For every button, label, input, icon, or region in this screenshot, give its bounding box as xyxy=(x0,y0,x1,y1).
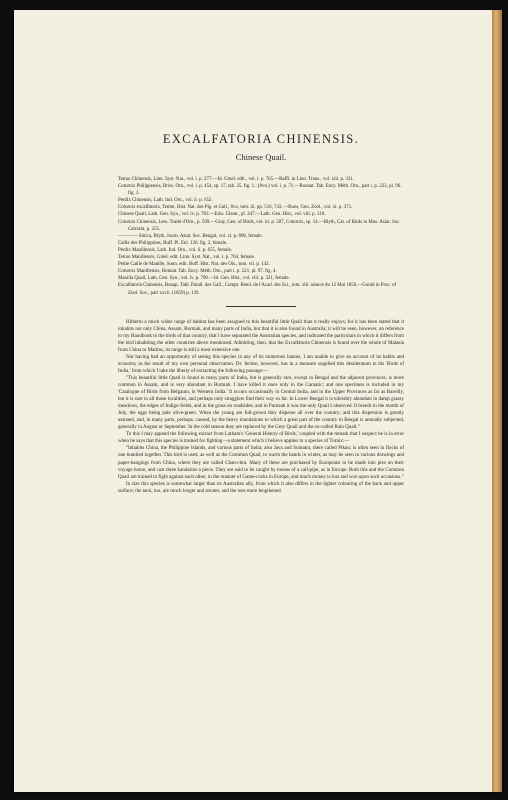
page-content xyxy=(118,132,404,495)
body-text xyxy=(118,319,404,495)
synonym-entry: Coturnix Chinensis, Less. Traité d'Orn., p. 509.—Gray, Gen. of Birds, vol. iii. p. 507, Coturnix, sp. 14.—Blyth, Cat. of Birds in Mus. Asiat. Soc. Calcutta, p. 255. xyxy=(118,219,401,232)
synonym-entry: Coturnix Philippensis, Briss. Orn., vol. i. p. 454, sp. 17, tab. 25. fig. 1.; (8vo.) vol. i. p. 71.—Bonnat. Tab. Ency. Méth. Orn., part i. p. 223, pl. 96. fig. 3. xyxy=(118,184,402,197)
body-paragraph: Hitherto a much wider range of habitat has been assigned to this beautiful little Quail than it really enjoys; for it has been stated that it inhabits not only China, Assam, Burmah, and many parts of India, but that it is also found in Australia; it will be seen, however, on reference to my Handbook to the birds of that country, that I have separated the Australian species, and indicated the particulars in which it differs from the bird inhabiting the other countries above mentioned. Admitting, then, that the Excalfatoria Chinensis is found over the whole of Malasia from China to Madras, its range is still a most extensive one. xyxy=(118,318,404,353)
synonym-entry: Coturnix excalfatoria, Temm. Hist. Nat. des Pig. et Gall., 8vo, tom. iii. pp. 516, 743.—Shaw, Gen. Zool., vol. xi. p. 371. xyxy=(118,205,353,211)
body-paragraph: "Inhabits China, the Philippine Islands, and various parts of India; also Java and Sumatra, there called Pikau; is often seen in flocks of one hundred together. This bird is used, as well as the Common Quail, to warm the hands in winter, as may be seen in various drawings and paper-hangings from China, where they are called Chan-chin. Many of these are purchased by Europeans to be made into pies on their voyage home, and cost three kandarins a piece. They are said to be caught by means of a call-pipe, as in Europe. Both this and the Common Quail are trained to fight against each other, in the manner of Game-cocks in Europe, and much money is lost and won upon such occasions." xyxy=(118,445,404,480)
gilt-page-edge xyxy=(492,10,502,792)
synonym-entry: Coturnix Manillensis, Bonnat. Tab. Ency. Méth. Orn., part i. p. 221, pl. 97. fig. 4. xyxy=(118,269,277,275)
body-paragraph: In size this species is somewhat larger than its Australian ally, from which it also differs in the lighter colouring of the back and upper surface; the tarsi, too, are much longer and stouter, and the toes more lengthened. xyxy=(118,480,404,494)
synonym-entry: Manilla Quail, Lath. Gen. Syn., vol. iv. p. 790.—Id. Gen. Hist., vol. viii. p. 321, female. xyxy=(118,276,290,282)
synonym-entry: Perdix Chinensis, Lath. Ind. Orn., vol. ii. p. 652. xyxy=(118,198,213,204)
book-page xyxy=(14,10,502,792)
synonym-entry: ———— Sinica, Blyth, Journ. Asiat. Soc. Bengal, vol. xi. p. 808, female. xyxy=(118,233,263,239)
section-divider xyxy=(226,306,296,307)
synonymy-list xyxy=(118,176,404,297)
page-title: EXCALFATORIA CHINENSIS. xyxy=(162,132,360,146)
synonym-entry: Caille des Philippines, Buff. Pl. Enl. 126. fig. 2, female. xyxy=(118,240,228,246)
synonym-entry: Tetrao Manillensis, Gmel. edit. Linn. Syst. Nat., vol. i. p. 764, female. xyxy=(118,255,255,261)
synonym-entry: Excalfatoria Chinensis, Bonap. Tabl. Parall. des Gall., Compt. Rend. de l'Acad. des Sci., tom. xlii. séance du 12 Mai 1856.—Gould in Proc. of Zool. Soc., part xxvii. (1859) p. 129. xyxy=(118,283,397,296)
synonym-entry: Perdix Manillensis, Lath. Ind. Orn., vol. ii. p. 655, female. xyxy=(118,247,232,253)
body-paragraph: To this I may append the following extract from Latham's 'General History of Birds,' coupled with the remark that I suspect he is in error when he says that this species is trained for fighting—a statement which I believe applies to a species of Turnix:— xyxy=(118,431,404,445)
synonym-entry: Petite Caille de Manille, Sonn. edit. Buff. Hist. Nat. des Ois., tom. vii. p. 142. xyxy=(118,262,270,268)
synonym-entry: Chinese Quail, Lath. Gen. Syn., vol. iv. p. 783.—Edw. Glean., pl. 247.—Lath. Gen. Hist., vol. viii. p. 318. xyxy=(118,212,326,218)
body-paragraph: Not having had an opportunity of seeing this species in any of its numerous haunts, I am unable to give an account of its habits and economy as the result of my own personal observation. Dr. Jerdon, however, has in a measure supplied this desideratum in his 'Birds of India,' from which I take the liberty of extracting the following passage:— xyxy=(118,353,404,374)
common-name: Chinese Quail. xyxy=(235,152,287,162)
body-paragraph: "This beautiful little Quail is found in many parts of India, but is generally rare, except in Bengal and the adjacent provinces, is more common in Assam, and is very abundant in Burmah. I have killed it once only in the Carnatic; and one specimen is included in my 'Catalogue of Birds from Belgaum, in Western India.' It occurs occasionally in Central India, and in the Upper Provinces as far as Bareilly, but it is rare in all those localities, and perhaps only stragglers find their way so far. In Lower Bengal it is tolerably abundant in damp grassy meadows, the edges of Indigo-fields, and in the grass on roadsides; and in Purneah it was the only Quail I observed. It breeds in the month of July, the eggs being pale olive-green. When the young are full-grown they disperse all over the country; and this dispersion is greatly assisted, and, in many parts, perhaps, caused, by the heavy inundations to which a great part of the country in Bengal is annually subjected, generally in August or September. In the cold season they are replaced by the Grey Quail and the so-called Rain Quail." xyxy=(118,374,404,431)
synonym-entry: Tetrao Chinensis, Linn. Syst. Nat., vol. i. p. 277.—Id. Gmel. edit., vol. i. p. 765.—Raffl. in Linn. Trans., vol. xiii. p. 321. xyxy=(118,177,354,182)
